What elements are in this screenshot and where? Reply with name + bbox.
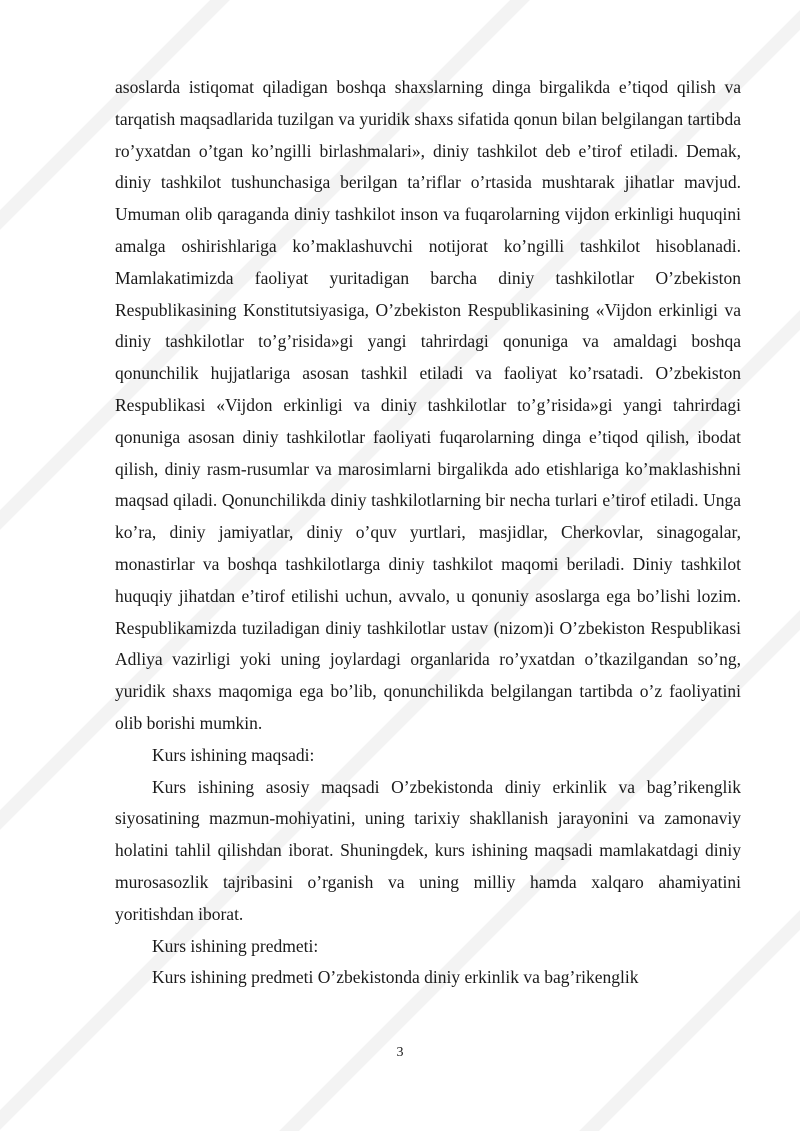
paragraph-subject: Kurs ishining predmeti O’zbekistonda diniy erkinlik va bag’rikenglik (152, 967, 639, 988)
page-number: 3 (396, 1045, 404, 1060)
body-text (115, 72, 741, 994)
section-heading-subject: Kurs ishining predmeti: (152, 935, 319, 956)
paragraph-goal: Kurs ishining asosiy maqsadi O’zbekistonda diniy erkinlik va bag’rikenglik siyosatining mazmun-mohiyatini, uning tarixiy shakllanish jarayonini va zamonaviy holatini tahlil qilishdan iborat. Shuningdek, kurs ishining maqsadi mamlakatdagi diniy murosasozlik tajribasini o’rganish va uning milliy hamda xalqaro ahamiyatini yoritishdan iborat. (115, 776, 741, 924)
paragraph-continuation: asoslarda istiqomat qiladigan boshqa shaxslarning dinga birgalikda e’tiqod qilish va tarqatish maqsadlarida tuzilgan va yuridik shaxs sifatida qonun bilan belgilangan tartibda ro’yxatdan o’tgan ko’ngilli birlashmalari», diniy tashkilot deb e’tirof etiladi. Demak, diniy tashkilot tushunchasiga berilgan ta’riflar o’rtasida mushtarak jihatlar mavjud. Umuman olib qaraganda diniy tashkilot inson va fuqarolarning vijdon erkinligi huquqini amalga oshirishlariga ko’maklashuvchi notijorat ko’ngilli tashkilot hisoblanadi. Mamlakatimizda faoliyat yuritadigan barcha diniy tashkilotlar O’zbekiston Respublikasining Konstitutsiyasiga, O’zbekiston Respublikasining «Vijdon erkinligi va diniy tashkilotlar to’g’risida»gi yangi tahrirdagi qonuniga va amaldagi boshqa qonunchilik hujjatlariga asosan tashkil etiladi va faoliyat ko’rsatadi. O’zbekiston Respublikasi «Vijdon erkinligi va diniy tashkilotlar to’g’risida»gi yangi tahrirdagi qonuniga asosan diniy tashkilotlar faoliyati fuqarolarning dinga e’tiqod qilish, ibodat qilish, diniy rasm-rusumlar va marosimlarni birgalikda ado etishlariga ko’maklashishni maqsad qiladi. Qonunchilikda diniy tashkilotlarning bir necha turlari e’tirof etiladi. Unga ko’ra, diniy jamiyatlar, diniy o’quv yurtlari, masjidlar, Cherkovlar, sinagogalar, monastirlar va boshqa tashkilotlarga diniy tashkilot maqomi beriladi. Diniy tashkilot huquqiy jihatdan e’tirof etilishi uchun, avvalo, u qonuniy asoslarga ega bo’lishi lozim. Respublikamizda tuziladigan diniy tashkilotlar ustav (nizom)i O’zbekiston Respublikasi Adliya vazirligi yoki uning joylardagi organlarida ro’yxatdan o’tkazilgandan so’ng, yuridik shaxs maqomiga ega bo’lib, qonunchilikda belgilangan tartibda o’z faoliyatini olib borishi mumkin. (115, 77, 741, 733)
section-heading-goal: Kurs ishining maqsadi: (152, 744, 315, 765)
